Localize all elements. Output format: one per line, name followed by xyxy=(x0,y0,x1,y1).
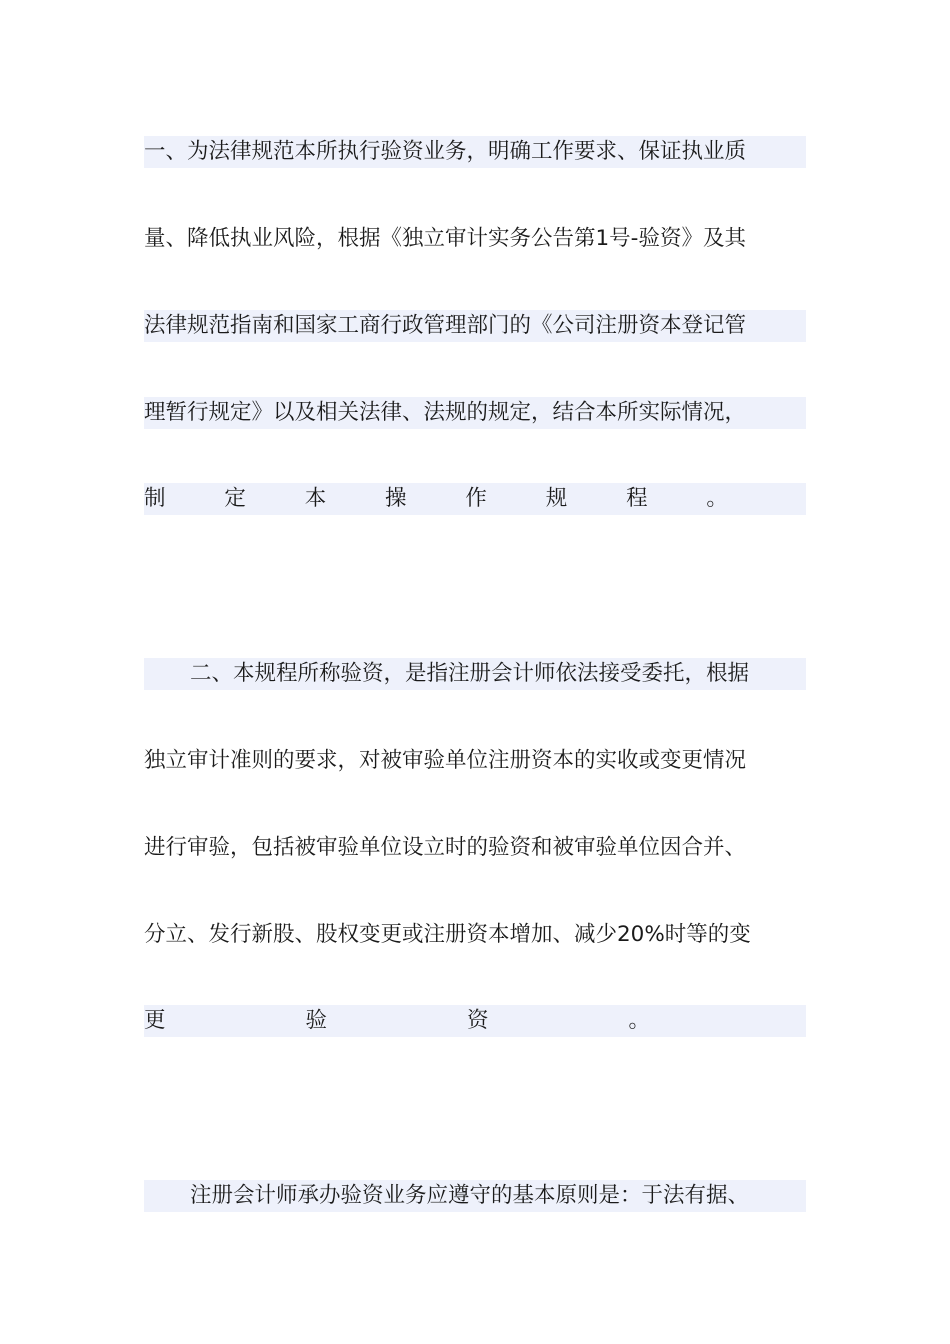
paragraph-1-char: 。 xyxy=(706,486,728,511)
paragraph-2-char: 更 xyxy=(144,1008,166,1033)
paragraph-1-line-2: 量、降低执业风险，根据《独立审计实务公告第1号-验资》及其 xyxy=(144,226,746,251)
paragraph-2-line-4: 分立、发行新股、股权变更或注册资本增加、减少20%时等的变 xyxy=(144,922,751,947)
paragraph-1-line-1: 一、为法律规范本所执行验资业务，明确工作要求、保证执业质 xyxy=(144,136,806,168)
paragraph-2-line-5 xyxy=(144,1005,806,1037)
paragraph-1-line-5 xyxy=(144,483,806,515)
paragraph-1-char: 制 xyxy=(144,486,166,511)
paragraph-3-line-1: 注册会计师承办验资业务应遵守的基本原则是：于法有据、 xyxy=(144,1180,806,1212)
paragraph-1-char: 程 xyxy=(626,486,648,511)
paragraph-2-line-1: 二、本规程所称验资，是指注册会计师依法接受委托，根据 xyxy=(144,658,806,690)
paragraph-1-char: 规 xyxy=(545,486,568,511)
paragraph-1-char: 本 xyxy=(304,486,327,511)
paragraph-2-line-3: 进行审验，包括被审验单位设立时的验资和被审验单位因合并、 xyxy=(144,835,747,860)
paragraph-2-char: 。 xyxy=(628,1008,650,1033)
paragraph-1-line-3: 法律规范指南和国家工商行政管理部门的《公司注册资本登记管 xyxy=(144,310,806,342)
paragraph-2-char: 验 xyxy=(305,1008,327,1033)
paragraph-1-line-4: 理暂行规定》以及相关法律、法规的规定，结合本所实际情况， xyxy=(144,397,806,429)
paragraph-1-char: 作 xyxy=(465,486,487,511)
paragraph-1-char: 定 xyxy=(224,486,246,511)
paragraph-2-char: 资 xyxy=(466,1008,489,1033)
paragraph-1-char: 操 xyxy=(385,486,407,511)
paragraph-2-line-2: 独立审计准则的要求，对被审验单位注册资本的实收或变更情况 xyxy=(144,748,747,773)
